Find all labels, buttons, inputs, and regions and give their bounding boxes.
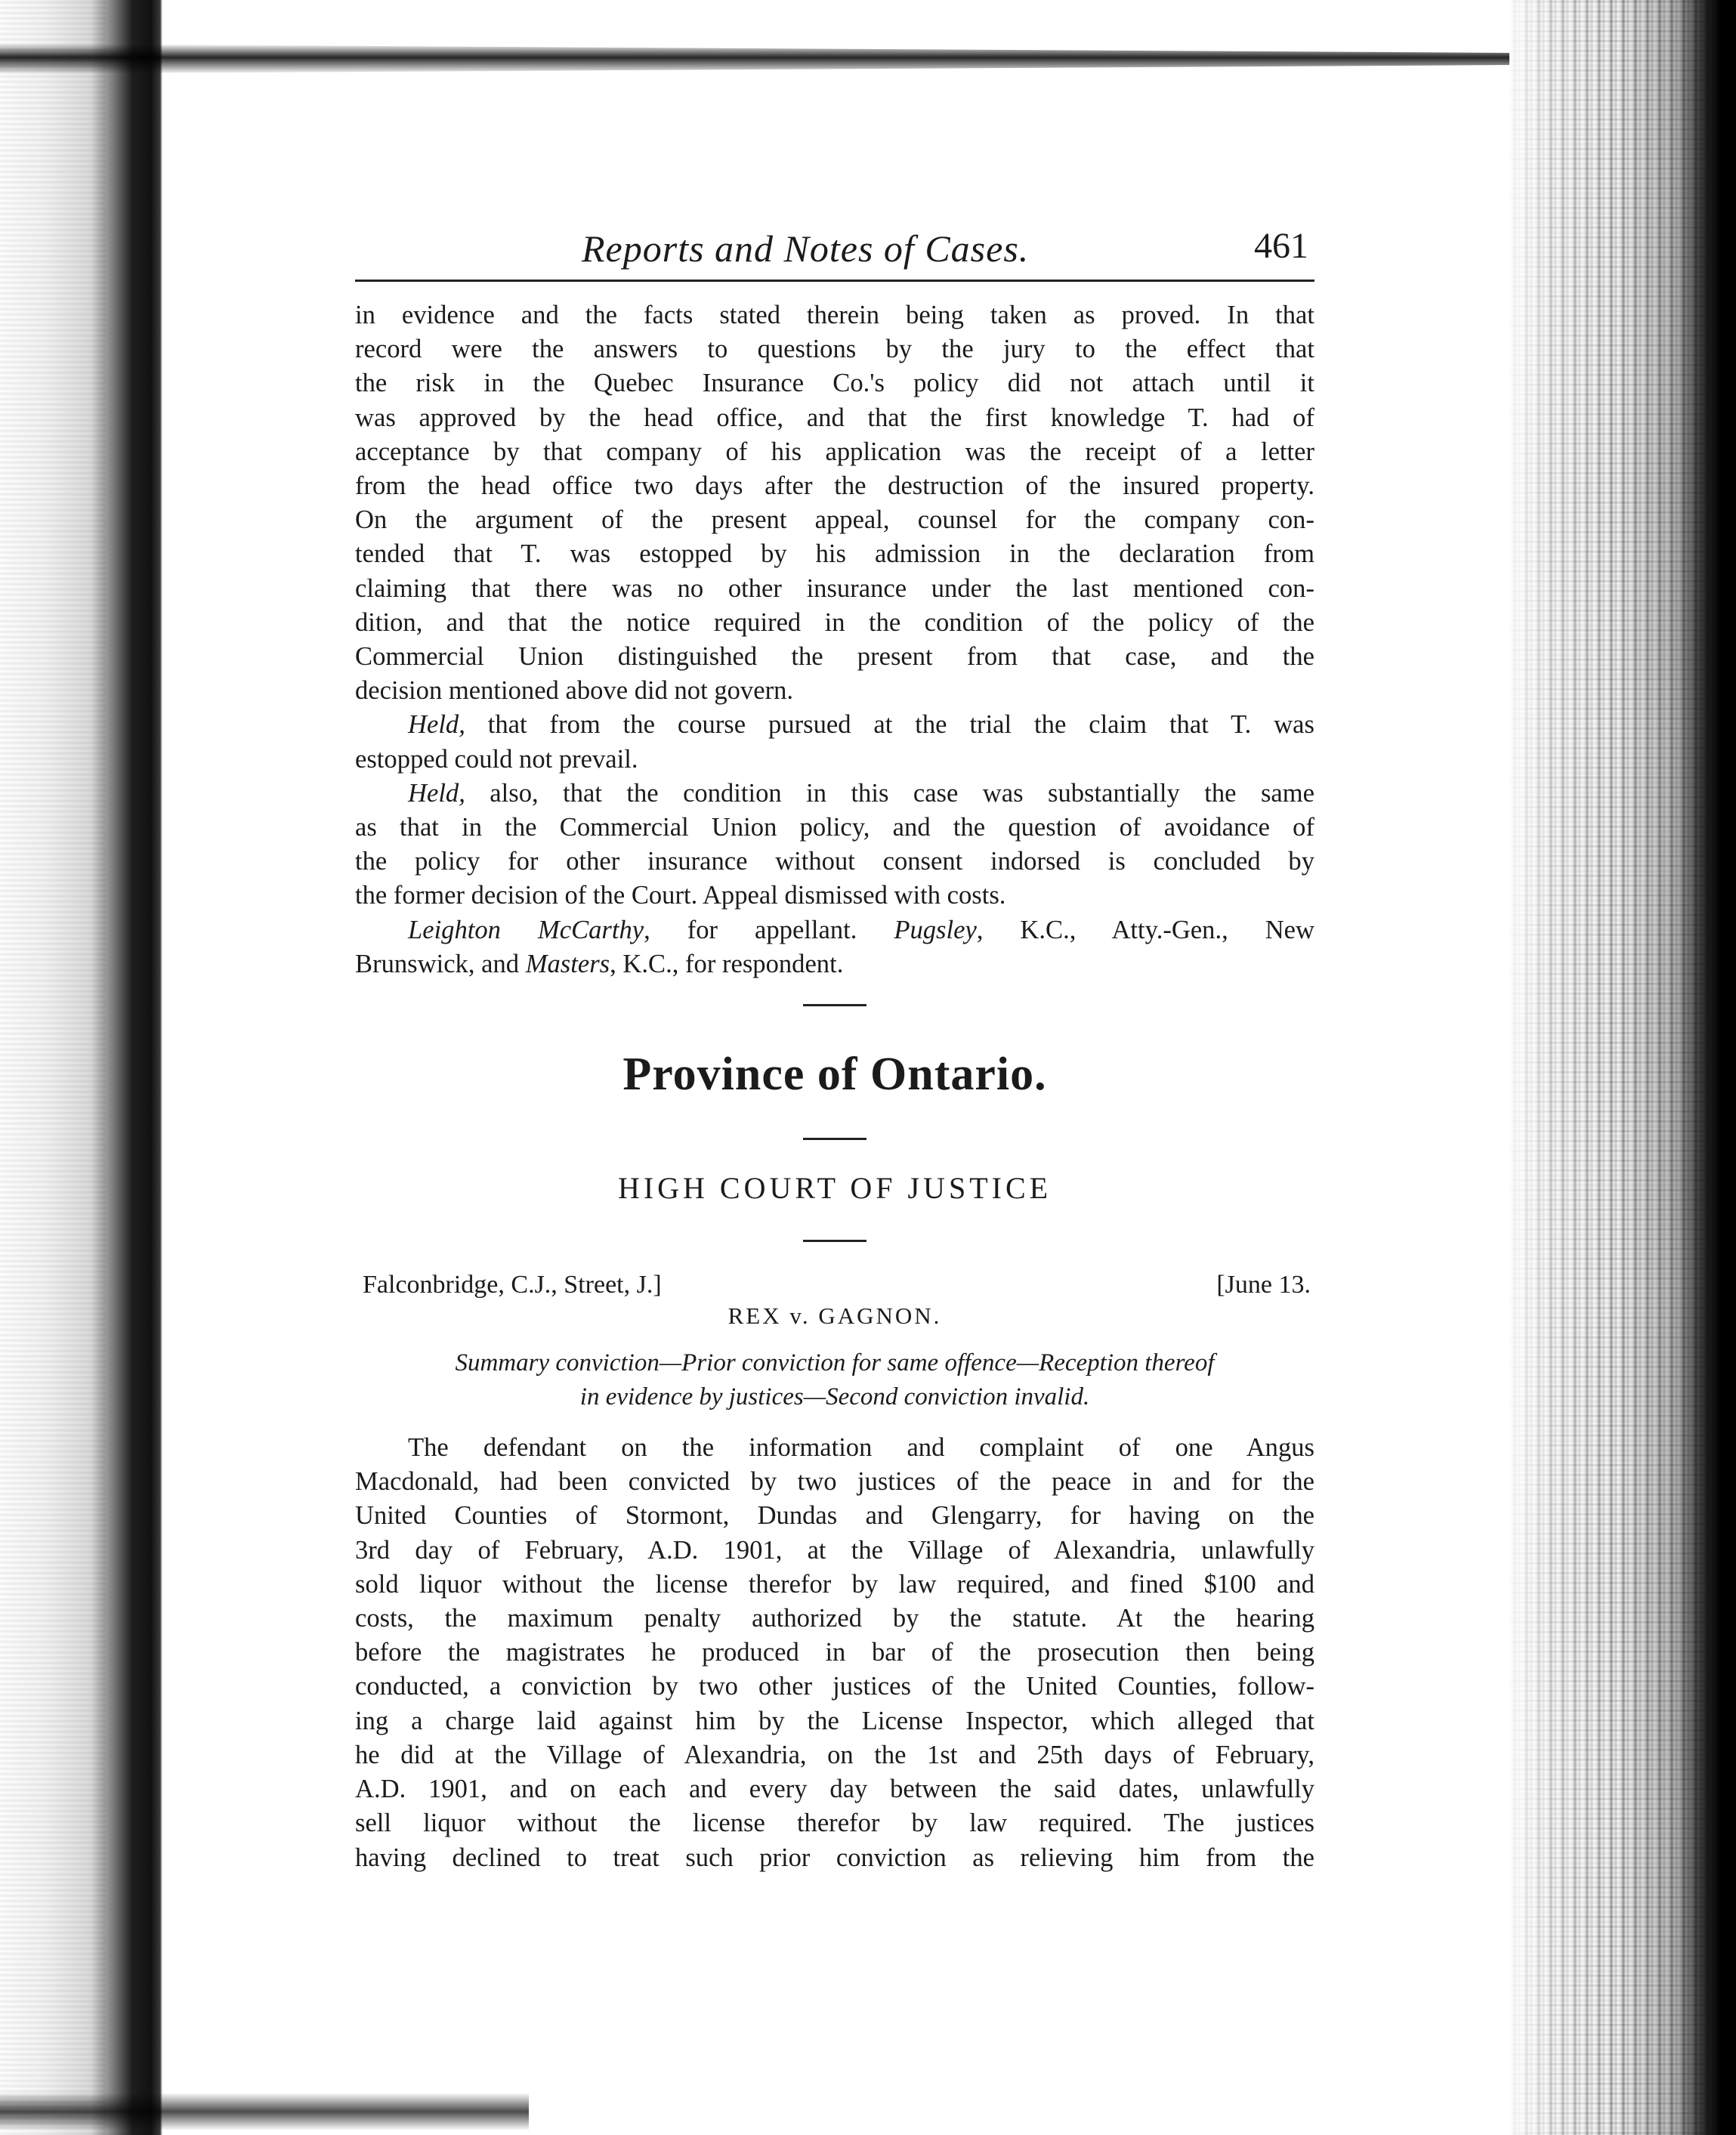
text-line: decision mentioned above did not govern. — [355, 676, 794, 706]
text-line: the risk in the Quebec Insurance Co.'s policy did not attach until it — [355, 369, 1314, 398]
text-line: ing a charge laid against him by the License Inspector, which alleged that — [355, 1706, 1314, 1735]
counsel-text: , K.C., for respondent. — [610, 949, 844, 978]
text-line: the former decision of the Court. Appeal dismissed with costs. — [355, 881, 1006, 910]
running-title: Reports and Notes of Cases. — [582, 227, 1030, 270]
text-line: he did at the Village of Alexandria, on the 1st and 25th days of February, — [355, 1740, 1314, 1769]
text-line: having declined to treat such prior conviction as relieving him from the — [355, 1843, 1314, 1872]
page-number: 461 — [1254, 226, 1308, 266]
top-page-shadow — [0, 44, 1511, 74]
bench-line — [355, 1271, 1314, 1305]
text-line — [355, 913, 1314, 947]
text-line: sell liquor without the license therefor by law required. The justices — [355, 1809, 1314, 1838]
text-line: dition, and that the notice required in the condition of the policy of the — [355, 607, 1314, 637]
text-line: A.D. 1901, and on each and every day between the said dates, unlawfully — [355, 1775, 1314, 1804]
bottom-page-shadow — [0, 2093, 529, 2130]
counsel-name: Leighton McCarthy — [408, 915, 644, 944]
case-name: REX v. GAGNON. — [727, 1302, 942, 1330]
text-line — [355, 708, 1314, 742]
held-label: Held, — [408, 710, 465, 740]
text-line: conducted, a conviction by two other justices of the United Counties, follow- — [355, 1672, 1314, 1701]
right-edge-shadow — [1509, 0, 1736, 2135]
paragraph-1 — [355, 298, 1314, 708]
headnote — [355, 1346, 1314, 1414]
judges: Falconbridge, C.J., Street, J.] — [363, 1271, 662, 1299]
counsel-name: Pugsley — [894, 915, 977, 944]
counsel-name: Masters — [525, 949, 610, 978]
paragraph-held-2 — [355, 777, 1314, 913]
text-line: estopped could not prevail. — [355, 744, 638, 774]
counsel-text: , K.C., Atty.-Gen., New — [976, 915, 1314, 944]
headnote-line: in evidence by justices—Second conviction invalid. — [579, 1383, 1090, 1411]
text-line: Commercial Union distinguished the present from that case, and the — [355, 642, 1314, 672]
text-line: the policy for other insurance without consent indorsed is concluded by — [355, 847, 1314, 876]
text-line: Macdonald, had been convicted by two justices of the peace in and for the — [355, 1467, 1314, 1497]
held-label: Held, — [408, 778, 465, 808]
text-line: The defendant on the information and complaint of one Angus — [408, 1433, 1314, 1463]
case-statement — [355, 1431, 1314, 1875]
text-line: acceptance by that company of his application was the receipt of a letter — [355, 437, 1314, 466]
section-divider — [803, 1240, 866, 1242]
text-line: before the magistrates he produced in bar of the prosecution then being — [355, 1638, 1314, 1667]
book-page — [355, 219, 1314, 1875]
text-line: from the head office two days after the destruction of the insured property. — [355, 471, 1314, 501]
text-line: record were the answers to questions by the jury to the effect that — [355, 335, 1314, 364]
text-line: United Counties of Stormont, Dundas and Glengarry, for having on the — [355, 1501, 1314, 1531]
paragraph-counsel — [355, 913, 1314, 981]
running-head — [355, 219, 1314, 282]
held-text: also, that the condition in this case was substantially the same — [465, 778, 1314, 808]
counsel-text: , for appellant. — [644, 915, 894, 944]
scan-noise-left — [0, 0, 106, 2135]
text-line — [355, 947, 1314, 981]
text-line: costs, the maximum penalty authorized by the statute. At the hearing — [355, 1604, 1314, 1633]
section-divider — [803, 1138, 866, 1140]
text-line: 3rd day of February, A.D. 1901, at the Village of Alexandria, unlawfully — [355, 1535, 1314, 1565]
section-divider — [803, 1004, 866, 1006]
text-line: in evidence and the facts stated therein being taken as proved. In that — [355, 301, 1314, 329]
section-heading: Province of Ontario. — [622, 1049, 1047, 1101]
headnote-line: Summary conviction—Prior conviction for same offence—Reception thereof — [455, 1349, 1215, 1377]
paragraph-held-1 — [355, 708, 1314, 776]
text-line: tended that T. was estopped by his admission in the declaration from — [355, 539, 1314, 569]
court-heading: HIGH COURT OF JUSTICE — [617, 1171, 1052, 1206]
text-line — [355, 777, 1314, 811]
case-report-continued — [355, 298, 1314, 981]
text-line: sold liquor without the license therefor by law required, and fined $100 and — [355, 1569, 1314, 1599]
text-line: was approved by the head office, and that the first knowledge T. had of — [355, 403, 1314, 432]
text-line: On the argument of the present appeal, counsel for the company con- — [355, 505, 1314, 535]
counsel-text: Brunswick, and — [355, 949, 526, 978]
text-line: claiming that there was no other insurance under the last mentioned con- — [355, 573, 1314, 603]
held-text: that from the course pursued at the trial the claim that T. was — [465, 710, 1314, 740]
decision-date: [June 13. — [1216, 1271, 1311, 1299]
text-line: as that in the Commercial Union policy, and the question of avoidance of — [355, 813, 1314, 842]
